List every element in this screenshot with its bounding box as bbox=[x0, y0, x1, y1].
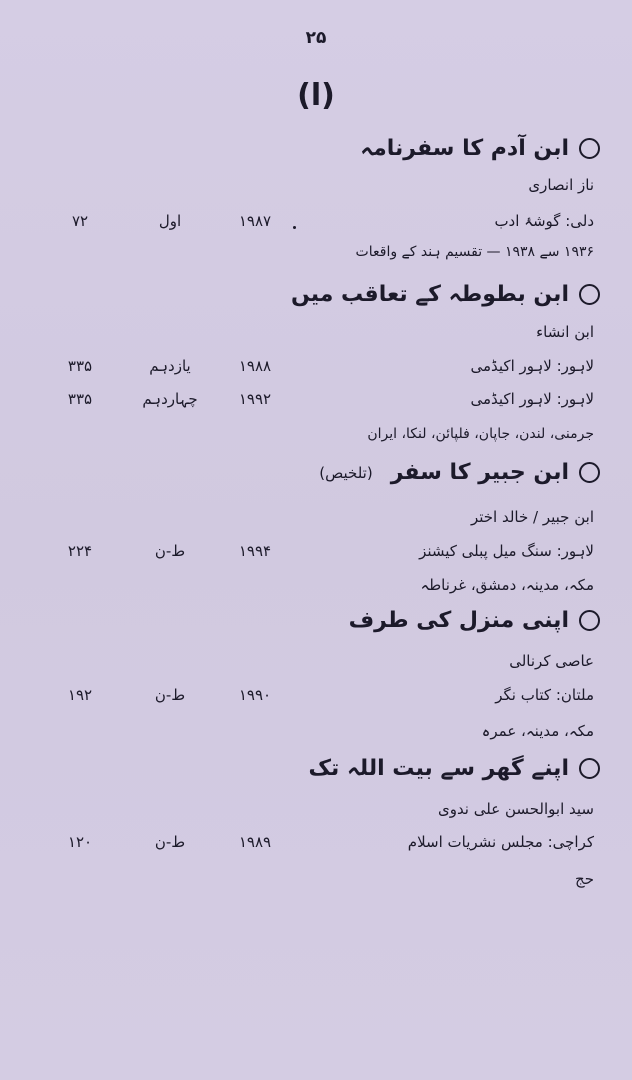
entry-author: ابن جبیر / خالد اختر bbox=[470, 508, 594, 526]
entry-publisher: دلی: گوشۂ ادب bbox=[494, 212, 594, 230]
entry-pages: ۱۲۰ bbox=[67, 833, 93, 851]
entry-publisher: لاہور: لاہور اکیڈمی bbox=[470, 390, 594, 408]
entry-places: جرمنی، لندن، جاپان، فلپائن، لنکا، ایران bbox=[367, 426, 594, 442]
entry-pages: ۷۲ bbox=[71, 212, 89, 230]
entry-publisher: لاہور: لاہور اکیڈمی bbox=[470, 357, 594, 375]
circle-bullet-icon bbox=[579, 610, 600, 631]
entry-edition: یازدہم bbox=[149, 357, 191, 375]
entry-pages: ۳۳۵ bbox=[67, 390, 93, 408]
entry-title-note: (تلخیص) bbox=[319, 463, 373, 482]
entry-year: ۱۹۹۰ bbox=[238, 686, 272, 704]
entry-pages: ۲۲۴ bbox=[67, 542, 93, 560]
circle-bullet-icon bbox=[579, 284, 600, 305]
entry-title bbox=[309, 756, 601, 781]
circle-bullet-icon bbox=[579, 138, 600, 159]
entry-author: ابن انشاء bbox=[536, 323, 594, 341]
entry-places: مکہ، مدینہ، دمشق، غرناطہ bbox=[420, 576, 594, 594]
entry-author: ناز انصاری bbox=[528, 176, 594, 194]
entry-title-text: ابن آدم کا سفرنامہ bbox=[360, 136, 569, 161]
entry-publisher: کراچی: مجلس نشریات اسلام bbox=[407, 833, 594, 851]
entry-edition: ط-ن bbox=[154, 833, 186, 851]
entry-author: عاصی کرنالی bbox=[509, 652, 594, 670]
entry-publisher: لاہور: سنگ میل پبلی کیشنز bbox=[419, 542, 594, 560]
section-heading: (ا) bbox=[297, 78, 335, 113]
entry-year: ۱۹۹۴ bbox=[238, 542, 272, 560]
entry-places: مکہ، مدینہ، عمرہ bbox=[481, 722, 594, 740]
entry-year: ۱۹۸۷ bbox=[238, 212, 272, 230]
entry-edition: ط-ن bbox=[154, 686, 186, 704]
entry-year: ۱۹۸۹ bbox=[238, 833, 272, 851]
entry-title bbox=[349, 608, 600, 633]
entry-title bbox=[291, 282, 600, 307]
entry-edition: اول bbox=[158, 212, 182, 230]
entry-places: حج bbox=[575, 870, 594, 888]
entry-title-text: ابن جبیر کا سفر bbox=[390, 460, 569, 485]
entry-author: سید ابوالحسن علی ندوی bbox=[437, 800, 594, 818]
entry-title-text: ابن بطوطہ کے تعاقب میں bbox=[290, 282, 569, 307]
page-number: ۲۵ bbox=[305, 28, 327, 48]
entry-pages: ۳۳۵ bbox=[67, 357, 93, 375]
entry-edition: ط-ن bbox=[154, 542, 186, 560]
entry-publisher: ملتان: کتاب نگر bbox=[495, 686, 594, 704]
entry-title-text: اپنے گھر سے بیت اللہ تک bbox=[308, 756, 569, 781]
entry-edition: چہاردہم bbox=[142, 390, 198, 408]
entry-year: ۱۹۹۲ bbox=[238, 390, 272, 408]
entry-title-text: اپنی منزل کی طرف bbox=[348, 608, 569, 633]
entry-year: ۱۹۸۸ bbox=[238, 357, 272, 375]
entry-title bbox=[319, 460, 600, 485]
entry-pages: ۱۹۲ bbox=[67, 686, 93, 704]
circle-bullet-icon bbox=[579, 758, 600, 779]
entry-places: ۱۹۳۶ سے ۱۹۳۸ — تقسیم ہند کے واقعات bbox=[355, 244, 594, 260]
circle-bullet-icon bbox=[579, 462, 600, 483]
bullet-dot bbox=[293, 226, 296, 229]
entry-title bbox=[360, 136, 600, 161]
